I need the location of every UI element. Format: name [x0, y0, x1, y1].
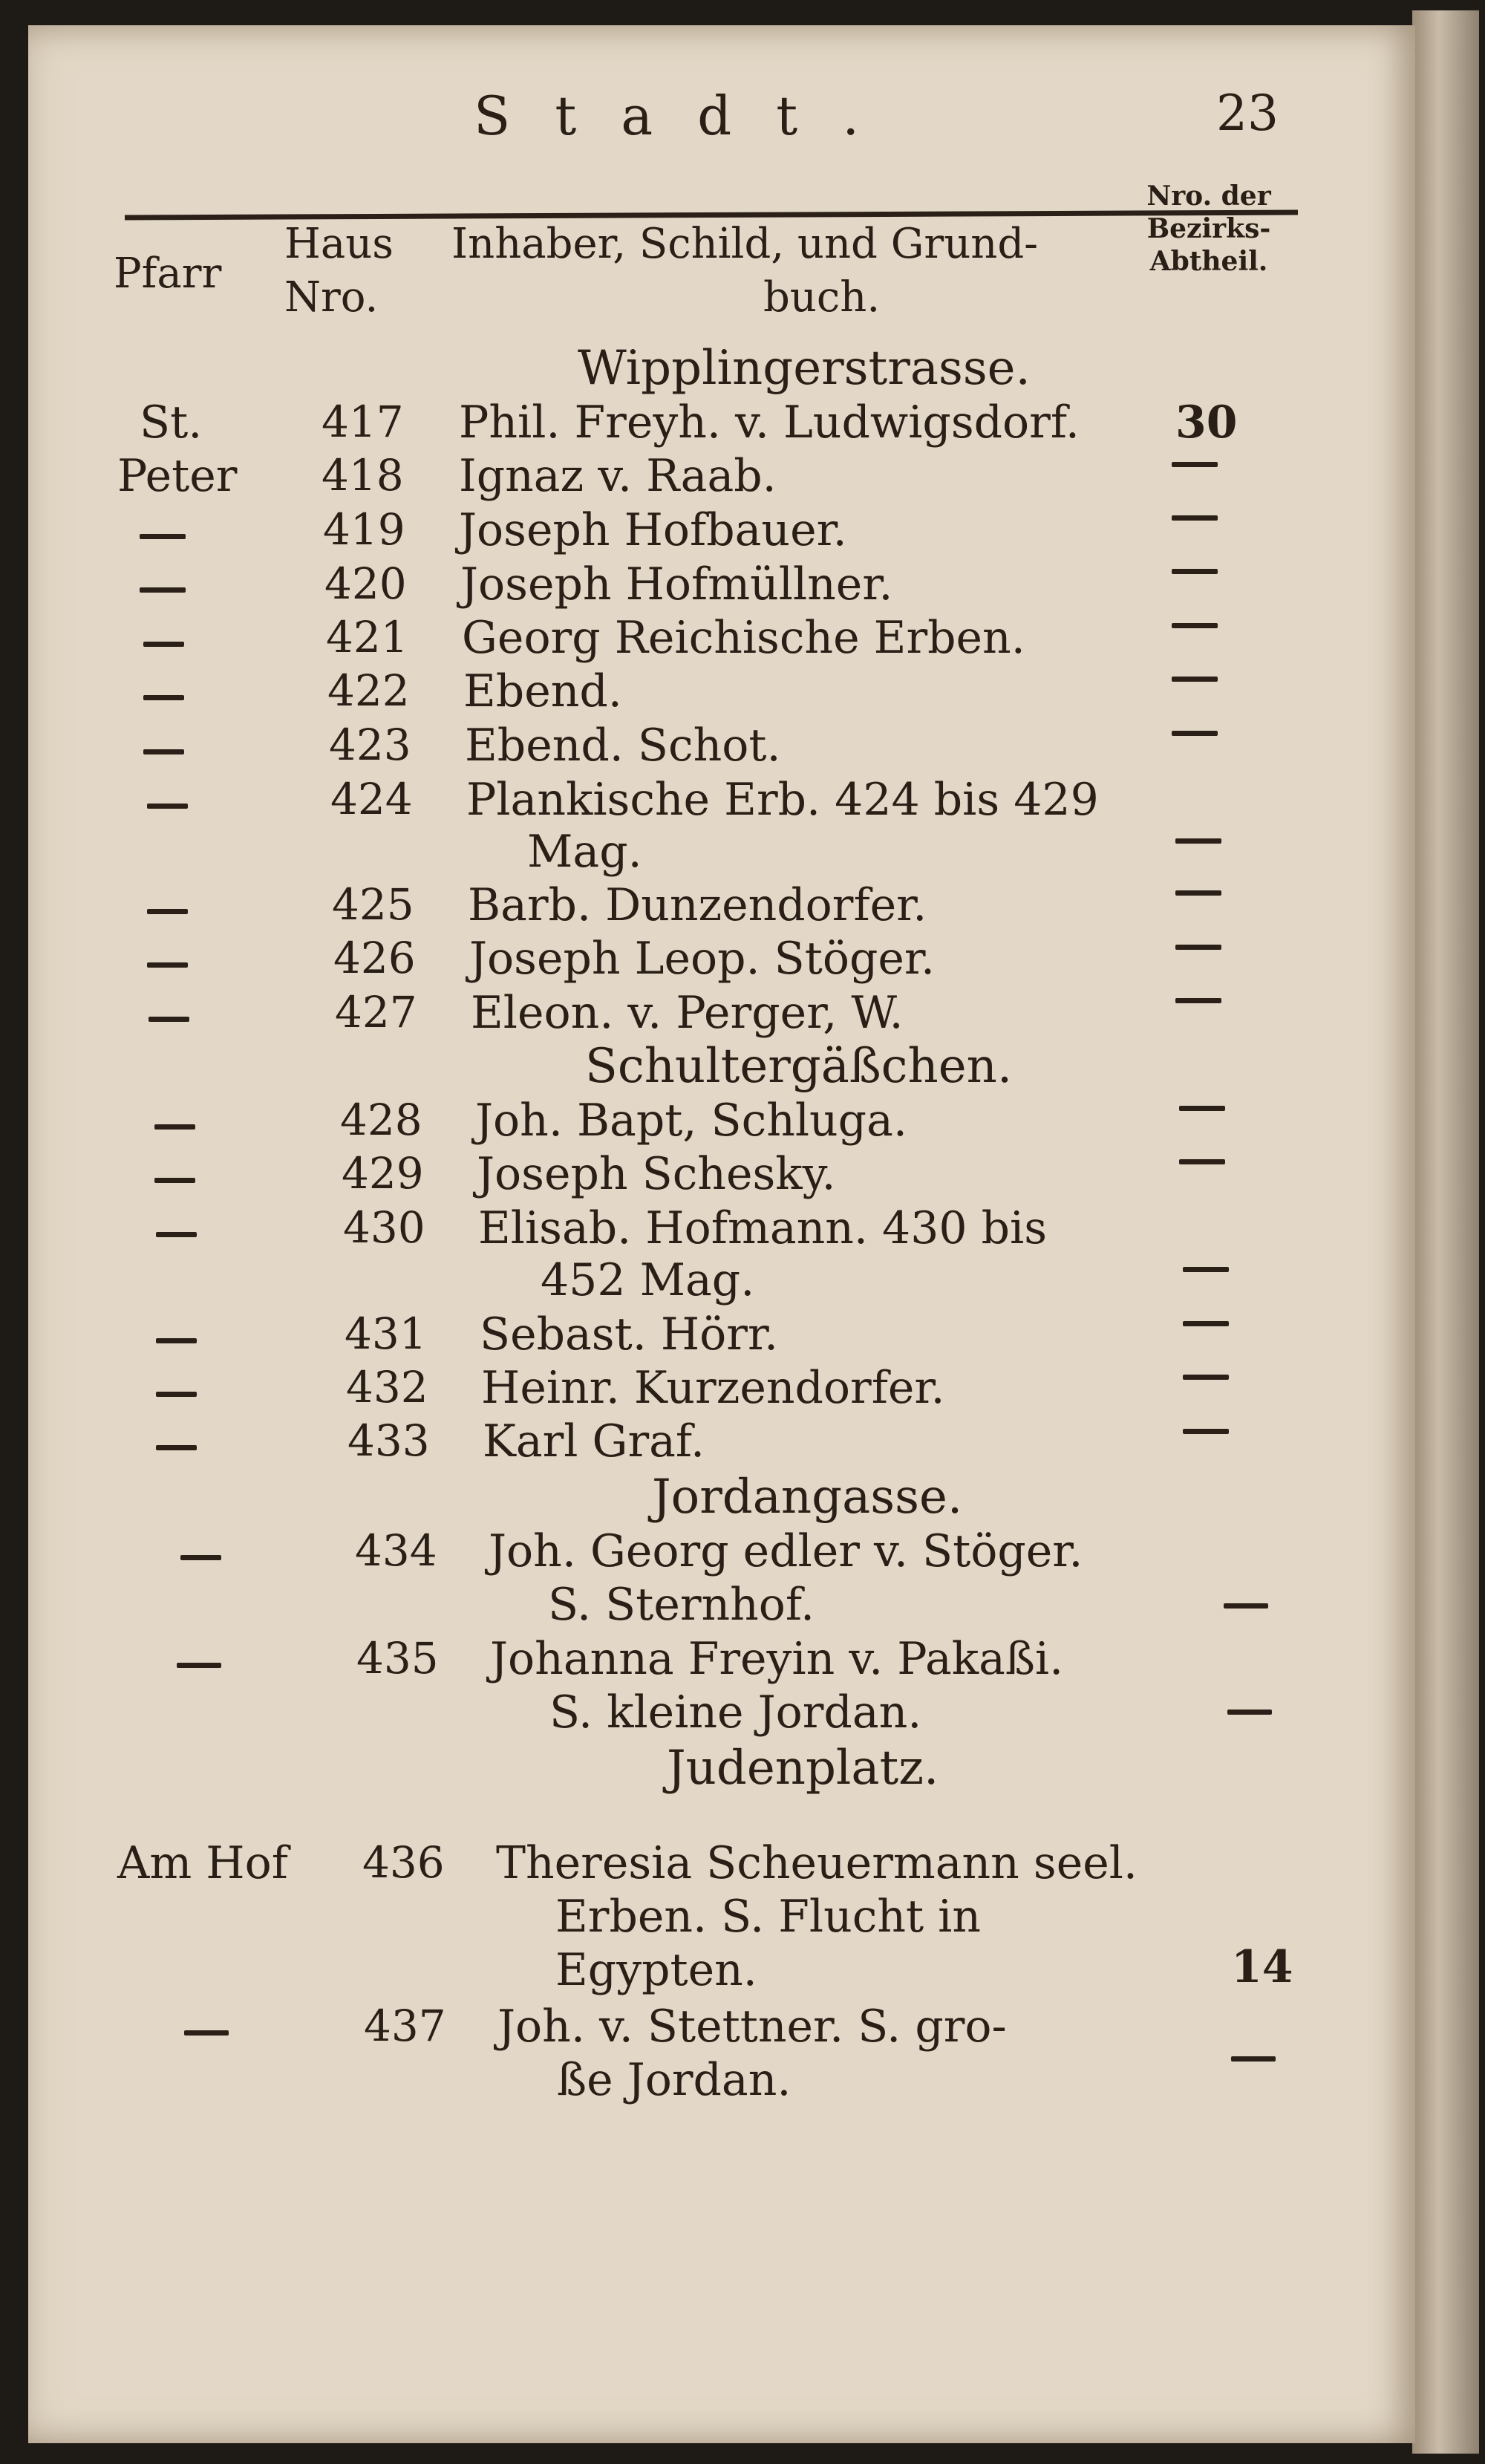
owner-entry: Georg Reichische Erben.	[462, 612, 1025, 664]
ditto-dash	[147, 909, 188, 914]
ditto-dash	[140, 587, 186, 593]
ditto-dash	[148, 1017, 189, 1022]
district-number: 14	[1231, 1941, 1293, 1993]
owner-entry-continuation: 452 Mag.	[541, 1254, 755, 1306]
ditto-dash	[1172, 623, 1218, 628]
ditto-dash	[1172, 515, 1218, 521]
owner-entry: Joseph Schesky.	[477, 1148, 836, 1200]
col-header-inhaber-2: buch.	[763, 273, 881, 322]
house-number: 428	[340, 1095, 422, 1145]
ditto-dash	[1175, 945, 1221, 950]
ditto-dash	[154, 1124, 195, 1130]
ditto-dash	[1172, 462, 1218, 467]
ditto-dash	[1175, 890, 1221, 896]
house-number: 434	[355, 1525, 437, 1576]
owner-entry-continuation: S. Sternhof.	[548, 1579, 815, 1631]
owner-entry: Karl Graf.	[483, 1415, 705, 1467]
ditto-dash	[1183, 1375, 1229, 1380]
owner-entry: Joh. v. Stettner. S. gro-	[497, 2001, 1007, 2053]
owner-entry: Plankische Erb. 424 bis 429	[466, 774, 1099, 826]
house-number: 431	[345, 1308, 427, 1359]
house-number: 422	[327, 665, 410, 716]
running-title: Stadt.	[474, 85, 904, 147]
owner-entry: Heinr. Kurzendorfer.	[481, 1362, 945, 1414]
ditto-dash	[1183, 1429, 1229, 1434]
owner-entry-continuation: Erben. S. Flucht in	[555, 1891, 982, 1943]
street-heading: Wipplingerstrasse.	[578, 341, 1031, 396]
ditto-dash	[1224, 1603, 1268, 1609]
ditto-dash	[1179, 1106, 1225, 1111]
owner-entry: Ebend.	[463, 665, 622, 717]
house-number: 437	[364, 2001, 446, 2051]
col-header-haus-nro: Nro.	[284, 273, 379, 322]
house-number: 432	[346, 1362, 428, 1412]
house-number: 427	[335, 987, 417, 1037]
house-number: 420	[324, 558, 407, 609]
ditto-dash	[156, 1392, 197, 1397]
house-number: 418	[322, 450, 404, 501]
owner-entry: Eleon. v. Perger, W.	[471, 987, 904, 1039]
ditto-dash	[1172, 569, 1218, 574]
house-number: 429	[342, 1148, 424, 1199]
owner-entry: Barb. Dunzendorfer.	[468, 879, 927, 931]
owner-entry: Joseph Leop. Stöger.	[469, 933, 936, 985]
col-header-inhaber: Inhaber, Schild, und Grund-	[451, 220, 1039, 268]
owner-entry: Elisab. Hofmann. 430 bis	[478, 1202, 1048, 1254]
street-heading: Schultergäßchen.	[585, 1039, 1013, 1094]
house-number: 426	[333, 933, 416, 983]
pfarr-label-st: St.	[140, 397, 203, 449]
owner-entry: Phil. Freyh. v. Ludwigsdorf.	[459, 397, 1080, 449]
owner-entry-continuation: ße Jordan.	[557, 2054, 792, 2106]
ditto-dash	[1183, 1267, 1229, 1272]
ditto-dash	[156, 1232, 197, 1237]
ditto-dash	[143, 695, 184, 700]
house-number: 419	[323, 504, 405, 555]
house-number: 424	[330, 774, 413, 824]
ditto-dash	[154, 1178, 195, 1183]
house-number: 433	[347, 1415, 430, 1466]
pfarr-label-amhof: Am Hof	[117, 1837, 288, 1889]
house-number: 430	[343, 1202, 425, 1253]
owner-entry-continuation: Egypten.	[555, 1944, 757, 1996]
owner-entry: Ebend. Schot.	[465, 720, 781, 772]
owner-entry: Sebast. Hörr.	[480, 1308, 779, 1360]
ditto-dash	[1175, 998, 1221, 1003]
owner-entry: Joseph Hofbauer.	[459, 504, 847, 556]
col-header-haus: Haus	[284, 220, 394, 268]
ditto-dash	[147, 804, 188, 809]
owner-entry: Joh. Georg edler v. Stöger.	[489, 1525, 1083, 1577]
ditto-dash	[1179, 1159, 1225, 1164]
house-number: 423	[329, 720, 411, 770]
ditto-dash	[140, 534, 186, 539]
owner-entry-continuation: S. kleine Jordan.	[549, 1686, 922, 1738]
ditto-dash	[180, 1555, 221, 1560]
ditto-dash	[1227, 1710, 1272, 1715]
street-heading: Judenplatz.	[667, 1741, 939, 1796]
ditto-dash	[156, 1445, 197, 1450]
ditto-dash	[1231, 2056, 1276, 2062]
col-header-bezirk-2: Bezirks-	[1146, 213, 1271, 244]
ditto-dash	[143, 642, 184, 647]
house-number: 425	[332, 879, 414, 930]
house-number: 417	[322, 397, 404, 447]
ditto-dash	[156, 1338, 197, 1343]
owner-entry: Ignaz v. Raab.	[459, 450, 777, 502]
book-gutter	[1412, 10, 1479, 2454]
owner-entry: Johanna Freyin v. Pakaßi.	[490, 1633, 1064, 1685]
ditto-dash	[1172, 731, 1218, 736]
ditto-dash	[1172, 677, 1218, 682]
page-number: 23	[1216, 85, 1279, 142]
pfarr-label-peter: Peter	[117, 450, 238, 502]
house-number: 436	[362, 1837, 445, 1888]
ditto-dash	[1183, 1321, 1229, 1326]
owner-entry: Joseph Hofmüllner.	[460, 558, 893, 610]
street-heading: Jordangasse.	[652, 1470, 963, 1525]
col-header-pfarr: Pfarr	[114, 250, 222, 298]
ditto-dash	[1175, 838, 1221, 844]
house-number: 421	[326, 612, 408, 662]
ditto-dash	[177, 1663, 221, 1668]
book-page	[28, 25, 1415, 2443]
owner-entry-continuation: Mag.	[527, 826, 642, 878]
ditto-dash	[143, 749, 184, 754]
district-number: 30	[1175, 397, 1238, 449]
owner-entry: Theresia Scheuermann seel.	[496, 1837, 1138, 1889]
owner-entry: Joh. Bapt, Schluga.	[475, 1095, 907, 1147]
col-header-bezirk-1: Nro. der	[1146, 180, 1271, 212]
house-number: 435	[356, 1633, 439, 1684]
col-header-bezirk-3: Abtheil.	[1149, 246, 1268, 277]
ditto-dash	[147, 962, 188, 968]
ditto-dash	[184, 2030, 229, 2036]
